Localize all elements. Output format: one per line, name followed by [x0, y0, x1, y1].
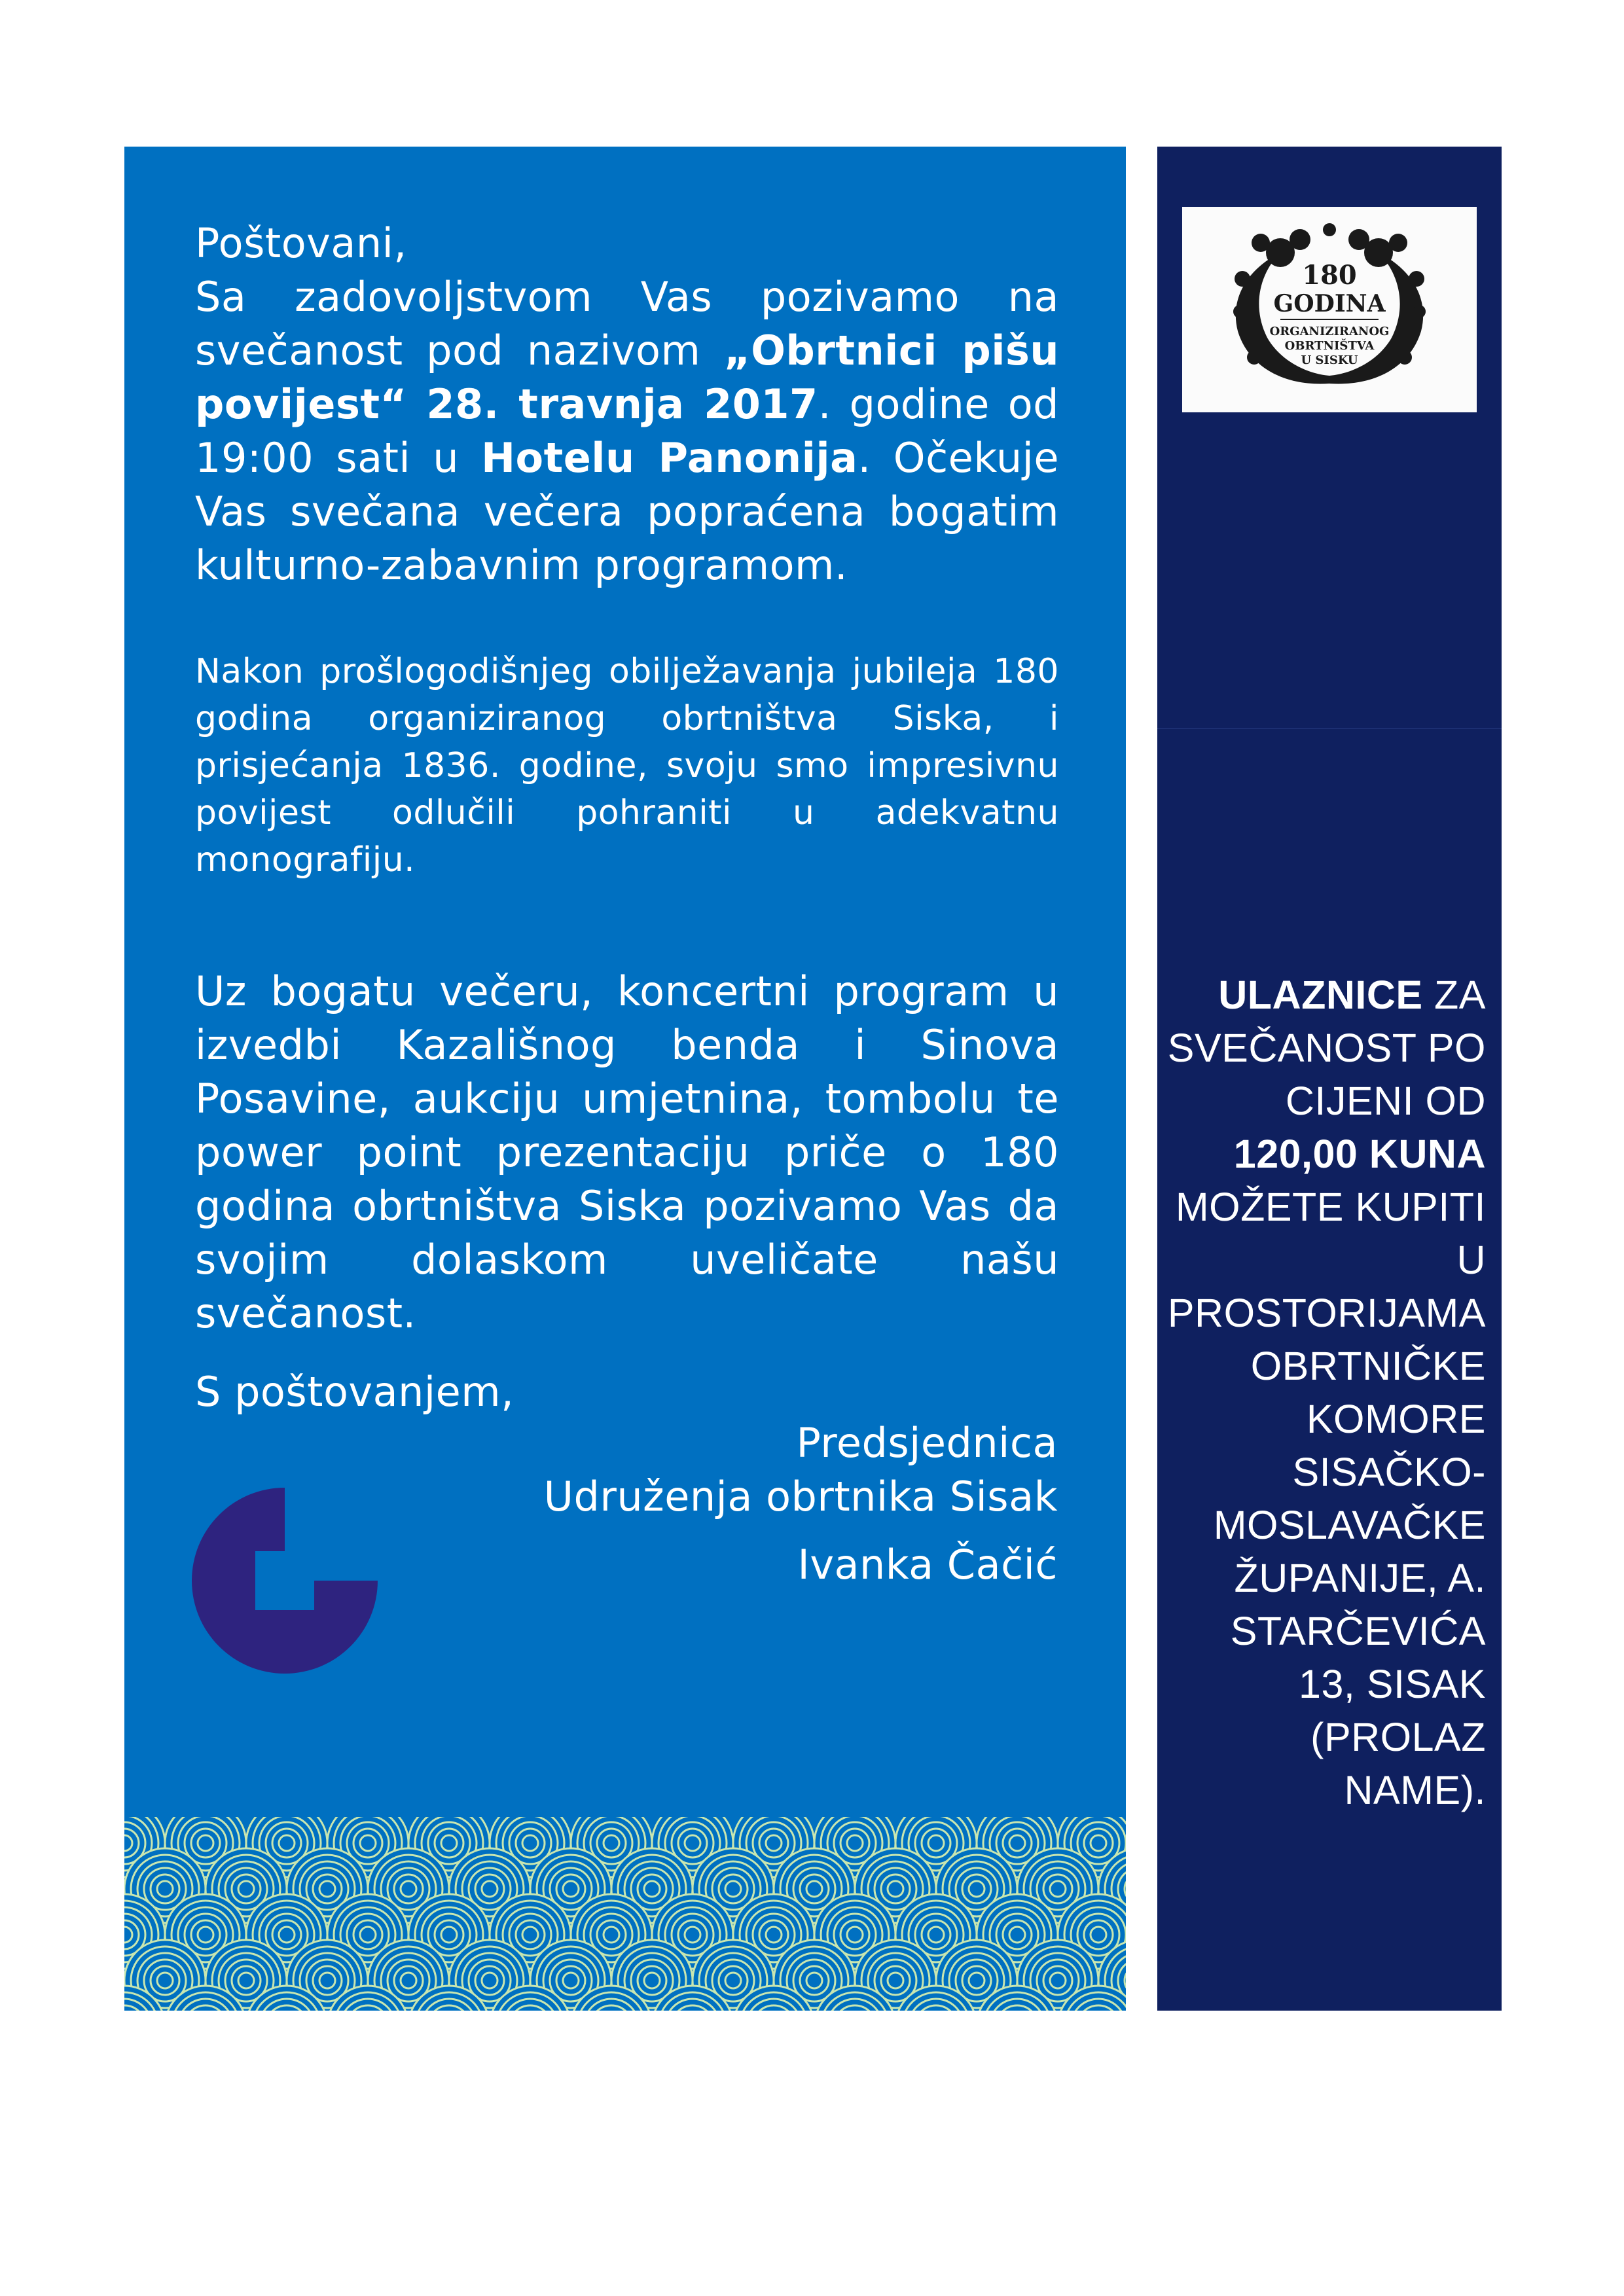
tickets-text: ZA SVEČANOST PO CIJENI OD	[1167, 973, 1486, 1123]
intro-text-dinner: . Očekuje Vas svečana večera popraćena bogatim kulturno-zabavnim programom.	[195, 434, 1059, 589]
intro-text: Sa zadovoljstvom Vas pozivamo na svečanost pod nazivom	[195, 273, 1059, 374]
wave-pattern	[124, 1817, 1126, 2011]
signature-organization: Udruženja obrtnika Sisak	[543, 1473, 1058, 1520]
intro-text-time: . godine od 19:00 sati u	[195, 380, 1059, 482]
program-paragraph: Uz bogatu večeru, koncertni program u izvedbi Kazališnog benda i Sinova Posavine, aukciju umjetnina, tombolu te power point prezentaciju priče o 180 godina obrtništva Siska pozivamo Vas da svojim dolaskom uveličate našu svečanost.	[195, 967, 1059, 1337]
signature-name: Ivanka Čačić	[797, 1541, 1058, 1588]
closing-salutation: S poštovanjem,	[195, 1368, 514, 1416]
emblem-line1: ORGANIZIRANOG	[1269, 325, 1390, 338]
signature-role: Predsjednica	[796, 1419, 1058, 1467]
anniversary-emblem-icon	[1182, 207, 1477, 412]
emblem-line2: OBRTNIŠTVA	[1284, 339, 1375, 353]
ticket-info	[1165, 969, 1486, 1817]
event-title: „Obrtnici pišu povijest“ 28. travnja 2017	[195, 327, 1060, 428]
greeting: Poštovani,	[195, 219, 407, 267]
venue-name: Hotelu Panonija	[481, 434, 858, 482]
emblem-line3: U SISKU	[1301, 353, 1358, 367]
invitation-panel	[124, 147, 1126, 2011]
tickets-location: MOŽETE KUPITI U PROSTORIJAMA OBRTNIČKE KOMORE SISAČKO-MOSLAVAČKE ŽUPANIJE, A. STARČEVIĆA 13, SISAK (PROLAZ NAME).	[1167, 1185, 1486, 1812]
tickets-heading: ULAZNICE	[1218, 973, 1423, 1017]
emblem-word: GODINA	[1273, 290, 1386, 317]
invitation-intro	[195, 217, 1059, 592]
association-logo-icon	[190, 1486, 380, 1676]
tickets-panel	[1157, 147, 1502, 2011]
emblem-number: 180	[1302, 260, 1357, 291]
emblem-frame	[1182, 207, 1477, 412]
history-paragraph: Nakon prošlogodišnjeg obilježavanja jubileja 180 godina organiziranog obrtništva Siska, i prisjećanja 1836. godine, svoju smo impresivnu povijest odlučili pohraniti u adekvatnu monografiju.	[195, 652, 1059, 880]
ticket-price: 120,00 KUNA	[1233, 1132, 1486, 1176]
panel-divider	[1157, 728, 1502, 729]
